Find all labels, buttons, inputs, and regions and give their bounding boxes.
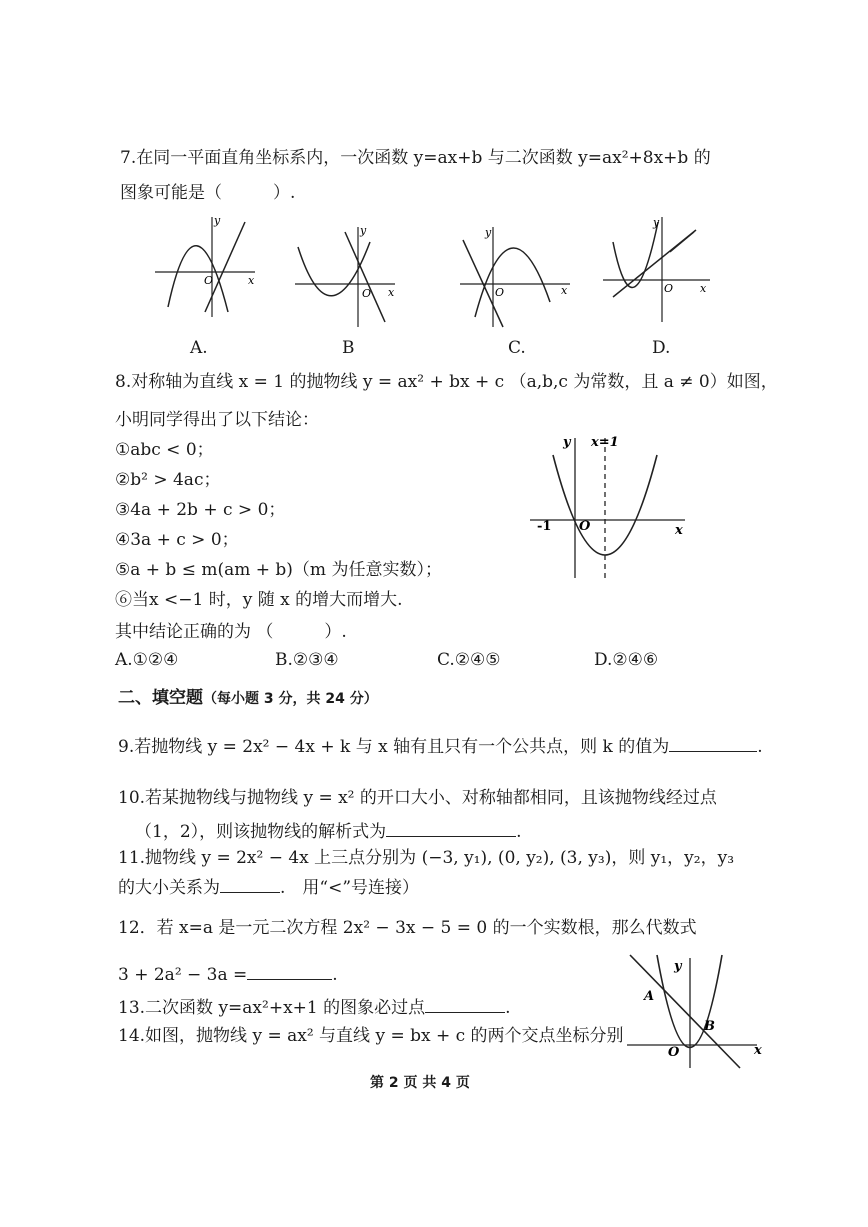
q10-line1: 10.若某抛物线与抛物线 y = x² 的开口大小、对称轴都相同，且该抛物线经过点 (118, 788, 717, 808)
section2-heading (118, 688, 378, 708)
q7b-y: y (360, 224, 367, 237)
q8-conclusion-2: ②b² > 4ac； (115, 470, 221, 490)
q12-line2 (118, 965, 338, 985)
q10-line2-text: （1，2），则该抛物线的解析式为 (135, 822, 387, 842)
q7d-x: x (700, 282, 707, 295)
q10-answer-blank[interactable] (386, 836, 516, 837)
q12-end: . (332, 965, 338, 985)
q8-graph-neg1: -1 (537, 519, 552, 534)
q14-graph-b: B (704, 1019, 715, 1034)
q8-conclusion-3: ③4a + 2b + c > 0； (115, 500, 286, 520)
q10-end: . (516, 822, 522, 842)
q7-option-d: D. (652, 338, 671, 358)
q7-graph-b (290, 222, 400, 332)
q7-graph-c (455, 222, 575, 332)
q11-line2a: 的大小关系为 (118, 878, 220, 898)
q14-graph (622, 950, 772, 1072)
q14-graph-x: x (754, 1043, 762, 1058)
q12-answer-blank[interactable] (247, 979, 332, 980)
q14-graph-o: O (668, 1045, 680, 1060)
q12-line1: 12．若 x=a 是一元二次方程 2x² − 3x − 5 = 0 的一个实数根，那么代数式 (118, 918, 697, 938)
q7c-x: x (561, 284, 568, 297)
q8-option-a: A.①②④ (115, 650, 179, 670)
q7-graph-d (598, 212, 713, 327)
q14-text: 14.如图，抛物线 y = ax² 与直线 y = bx + c 的两个交点坐标分别 (118, 1026, 624, 1046)
page-footer: 第 2 页 共 4 页 (370, 1075, 470, 1091)
q9-text: 9.若抛物线 y = 2x² − 4x + k 与 x 轴有且只有一个公共点，则 k 的值为 (118, 737, 670, 757)
q11-answer-blank[interactable] (220, 892, 280, 893)
q9 (118, 737, 763, 757)
q7-graph-a (150, 212, 260, 322)
q11-line1: 11.抛物线 y = 2x² − 4x 上三点分别为 (−3, y₁), (0, y₂), (3, y₃)，则 y₁，y₂，y₃ (118, 848, 735, 868)
q7d-y: y (653, 216, 660, 229)
q7b-x: x (388, 286, 395, 299)
q7c-o: O (495, 286, 505, 299)
q7-line2: 图象可能是（ ）. (120, 183, 296, 203)
q8-conclusion-4: ④3a + c > 0； (115, 530, 239, 550)
q7a-o: O (204, 274, 214, 287)
q8-option-c: C.②④⑤ (437, 650, 501, 670)
q8-conclusion-5: ⑤a + b ≤ m(am + b)（m 为任意实数）； (115, 560, 442, 580)
q8-line1: 8.对称轴为直线 x = 1 的抛物线 y = ax² + bx + c （a,b,c 为常数，且 a ≠ 0）如图， (115, 372, 778, 392)
q7-option-c: C. (508, 338, 526, 358)
q7d-o: O (664, 282, 674, 295)
q8-graph (525, 430, 690, 580)
q14-graph-y: y (674, 959, 682, 974)
q13-answer-blank[interactable] (425, 1012, 505, 1013)
q9-end: . (757, 737, 763, 757)
q8-option-d: D.②④⑥ (594, 650, 659, 670)
q8-option-b: B.②③④ (275, 650, 339, 670)
q7-line1: 7.在同一平面直角坐标系内，一次函数 y=ax+b 与二次函数 y=ax²+8x+b 的 (120, 148, 711, 168)
q13-text: 13.二次函数 y=ax²+x+1 的图象必过点 (118, 998, 426, 1018)
q8-graph-axis-label: x=1 (591, 435, 619, 450)
q8-graph-y: y (563, 435, 571, 450)
q8-conclusion-6: ⑥当x <−1 时，y 随 x 的增大而增大. (115, 590, 403, 610)
q8-line2: 小明同学得出了以下结论： (115, 410, 319, 430)
q8-conclusion-1: ①abc < 0； (115, 440, 214, 460)
q7c-y: y (485, 226, 492, 239)
q14-graph-a: A (644, 989, 655, 1004)
q11-line2b: . 用“<”号连接） (280, 878, 420, 898)
q7a-x: x (248, 274, 255, 287)
section2-title: 二、填空题 (118, 688, 203, 708)
q7-option-a: A. (190, 338, 208, 358)
q13-end: . (505, 998, 511, 1018)
q8-graph-origin: O (579, 519, 591, 534)
q8-question: 其中结论正确的为 （ ）. (115, 622, 347, 642)
q10-line2 (135, 822, 522, 842)
q8-graph-x: x (675, 523, 683, 538)
section2-note: （每小题 3 分，共 24 分） (203, 691, 378, 707)
q9-answer-blank[interactable] (669, 751, 757, 752)
q7b-o: O (362, 287, 372, 300)
q11-line2 (118, 878, 419, 898)
q12-line2-text: 3 + 2a² − 3a = (118, 965, 248, 985)
q7-option-b: B (342, 338, 355, 358)
q13 (118, 998, 511, 1018)
q7a-y: y (214, 214, 221, 227)
